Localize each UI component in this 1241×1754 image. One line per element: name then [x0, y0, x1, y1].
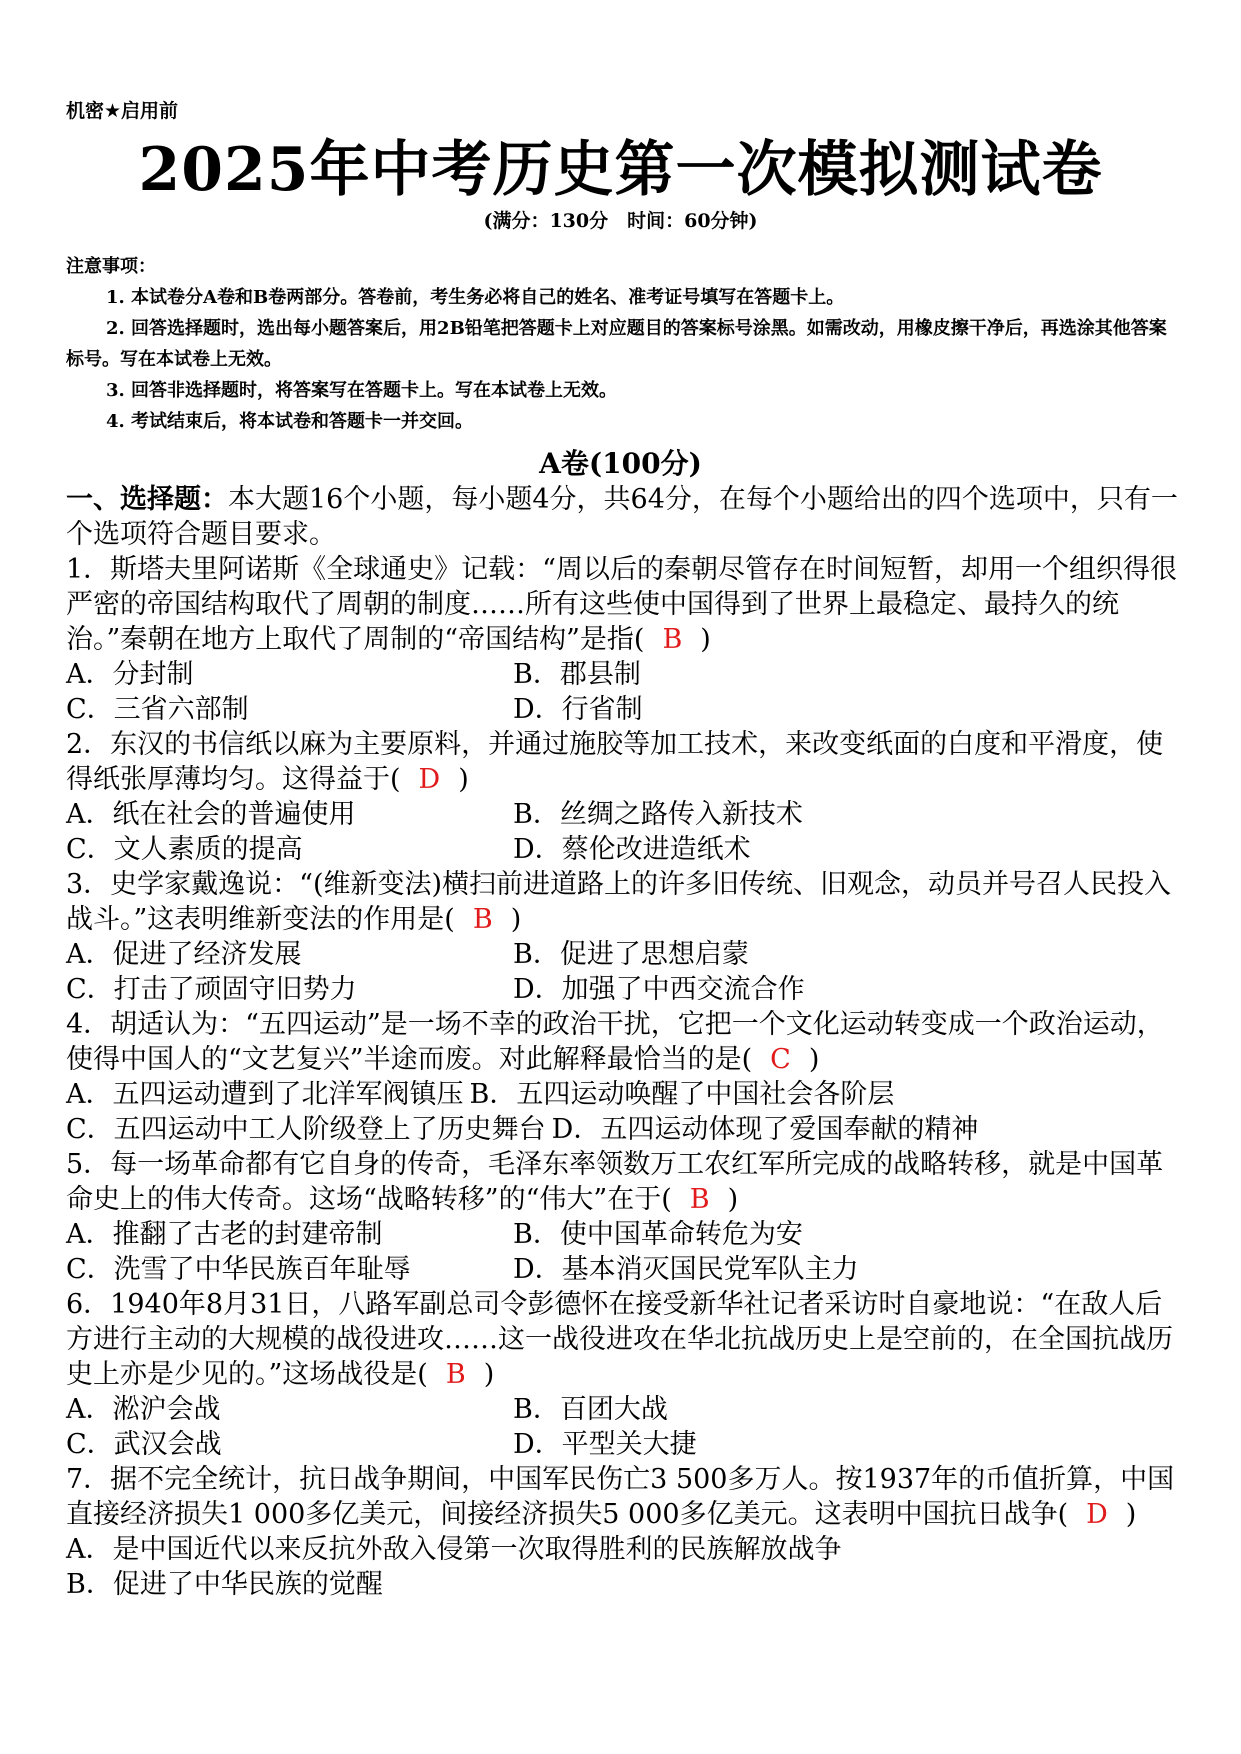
question-6-answer: B [445, 1359, 466, 1390]
question-1-options-row-2 [66, 692, 1184, 727]
notice-block [66, 252, 1181, 437]
exam-title: 2025年中考历史第一次模拟测试卷 [138, 135, 1103, 205]
question-6-option-c: C．武汉会战 [66, 1429, 222, 1460]
question-3-option-d: D．加强了中西交流合作 [513, 974, 805, 1005]
question-2-options-row-1 [66, 797, 1184, 832]
question-7-option-a: A．是中国近代以来反抗外敌入侵第一次取得胜利的民族解放战争 [66, 1534, 842, 1565]
section-intro-text: 本大题16个小题，每小题4分，共64分，在每个小题给出的四个选项中，只有一个选项符合题目要求。 [66, 484, 1178, 550]
notice-item-1: 1. 本试卷分A卷和B卷两部分。答卷前，考生务必将自己的姓名、准考证号填写在答题卡上。 [106, 287, 845, 308]
question-5-answer: B [689, 1184, 710, 1215]
question-5-stem [66, 1147, 1184, 1217]
question-3-answer: B [472, 904, 493, 935]
question-3-stem [66, 867, 1184, 937]
question-3-options-row-2 [66, 972, 1184, 1007]
exam-subtitle: (满分：130分 时间：60分钟) [483, 210, 758, 232]
question-4-option-c: C．五四运动中工人阶级登上了历史舞台 [66, 1114, 546, 1145]
question-5-option-d: D．基本消灭国民党军队主力 [513, 1254, 859, 1285]
question-4-option-b: B．五四运动唤醒了中国社会各阶层 [469, 1079, 895, 1110]
question-2-text: 2．东汉的书信纸以麻为主要原料，并通过施胶等加工技术，来改变纸面的白度和平滑度，使得纸张厚薄均匀。这得益于( [66, 729, 1164, 795]
question-1-stem [66, 552, 1184, 657]
question-3-options-row-1 [66, 937, 1184, 972]
question-4-options-row-1 [66, 1077, 1184, 1112]
question-3-option-c: C．打击了顽固守旧势力 [66, 974, 357, 1005]
question-4-option-a: A．五四运动遭到了北洋军阀镇压 [66, 1079, 464, 1110]
question-4-option-d: D．五四运动体现了爱国奉献的精神 [551, 1114, 979, 1145]
question-4-stem [66, 1007, 1184, 1077]
question-3-option-a: A．促进了经济发展 [66, 939, 302, 970]
question-6-options-row-1 [66, 1392, 1184, 1427]
notice-item-3: 3. 回答非选择题时，将答案写在答题卡上。写在本试卷上无效。 [106, 380, 618, 401]
question-7-close: ) [1125, 1499, 1137, 1530]
question-4-close: ) [808, 1044, 820, 1075]
question-1-answer: B [662, 624, 683, 655]
question-1-close: ) [700, 624, 711, 655]
question-2-options-row-2 [66, 832, 1184, 867]
question-2-option-c: C．文人素质的提高 [66, 834, 303, 865]
question-7-stem [66, 1462, 1184, 1532]
question-1-options-row-1 [66, 657, 1184, 692]
question-1-option-b: B．郡县制 [513, 659, 641, 690]
question-2-option-d: D．蔡伦改进造纸术 [513, 834, 751, 865]
question-6-options-row-2 [66, 1427, 1184, 1462]
question-4-options-row-2 [66, 1112, 1184, 1147]
question-1-text: 1．斯塔夫里阿诺斯《全球通史》记载：“周以后的秦朝尽管存在时间短暂，却用一个组织得很严密的帝国结构取代了周朝的制度……所有这些使中国得到了世界上最稳定、最持久的统治。”秦朝在地方上取代了周制的“帝国结构”是指( [66, 554, 1177, 655]
question-2-option-a: A．纸在社会的普遍使用 [66, 799, 356, 830]
question-3-option-b: B．促进了思想启蒙 [513, 939, 749, 970]
question-2-stem [66, 727, 1184, 797]
section-title: A卷(100分) [539, 447, 702, 480]
question-5-text: 5．每一场革命都有它自身的传奇，毛泽东率领数万工农红军所完成的战略转移，就是中国革命史上的伟大传奇。这场“战略转移”的“伟大”在于( [66, 1149, 1164, 1215]
question-body [66, 482, 1184, 1602]
question-6-option-d: D．平型关大捷 [513, 1429, 697, 1460]
question-3-close: ) [510, 904, 522, 935]
notice-heading: 注意事项： [66, 256, 156, 277]
question-4-answer: C [770, 1044, 791, 1075]
confidential-label: 机密★启用前 [66, 100, 179, 122]
question-5-options-row-1 [66, 1217, 1184, 1252]
notice-item-2: 2. 回答选择题时，选出每小题答案后，用2B铅笔把答题卡上对应题目的答案标号涂黑。如需改动，用橡皮擦干净后，再选涂其他答案标号。写在本试卷上无效。 [66, 318, 1167, 370]
question-1-option-d: D．行省制 [513, 694, 643, 725]
question-7-text: 7．据不完全统计，抗日战争期间，中国军民伤亡3 500多万人。按1937年的币值折算，中国直接经济损失1 000多亿美元，间接经济损失5 000多亿美元。这表明中国抗日战争( [66, 1464, 1175, 1530]
question-7-answer: D [1086, 1499, 1108, 1530]
question-2-answer: D [418, 764, 441, 795]
question-1-option-a: A．分封制 [66, 659, 194, 690]
question-4-text: 4．胡适认为：“五四运动”是一场不幸的政治干扰，它把一个文化运动转变成一个政治运动，使得中国人的“文艺复兴”半途而废。对此解释最恰当的是( [66, 1009, 1164, 1075]
question-2-close: ) [458, 764, 469, 795]
question-7-option-b: B．促进了中华民族的觉醒 [66, 1569, 383, 1600]
question-1-option-c: C．三省六部制 [66, 694, 249, 725]
notice-item-4: 4. 考试结束后，将本试卷和答题卡一并交回。 [106, 411, 474, 432]
question-5-option-c: C．洗雪了中华民族百年耻辱 [66, 1254, 411, 1285]
question-5-option-b: B．使中国革命转危为安 [513, 1219, 803, 1250]
question-5-option-a: A．推翻了古老的封建帝制 [66, 1219, 383, 1250]
section-intro [66, 482, 1184, 552]
question-6-option-b: B．百团大战 [513, 1394, 668, 1425]
question-6-option-a: A．淞沪会战 [66, 1394, 221, 1425]
question-6-close: ) [483, 1359, 495, 1390]
question-5-options-row-2 [66, 1252, 1184, 1287]
question-5-close: ) [727, 1184, 739, 1215]
question-6-text: 6．1940年8月31日，八路军副总司令彭德怀在接受新华社记者采访时自豪地说：“在敌人后方进行主动的大规模的战役进攻……这一战役进攻在华北抗战历史上是空前的，在全国抗战历史上亦是少见的。”这场战役是( [66, 1289, 1173, 1390]
question-2-option-b: B．丝绸之路传入新技术 [513, 799, 803, 830]
question-3-text: 3．史学家戴逸说：“(维新变法)横扫前进道路上的许多旧传统、旧观念，动员并号召人民投入战斗。”这表明维新变法的作用是( [66, 869, 1172, 935]
section-intro-head: 一、选择题： [66, 484, 228, 515]
question-6-stem [66, 1287, 1184, 1392]
